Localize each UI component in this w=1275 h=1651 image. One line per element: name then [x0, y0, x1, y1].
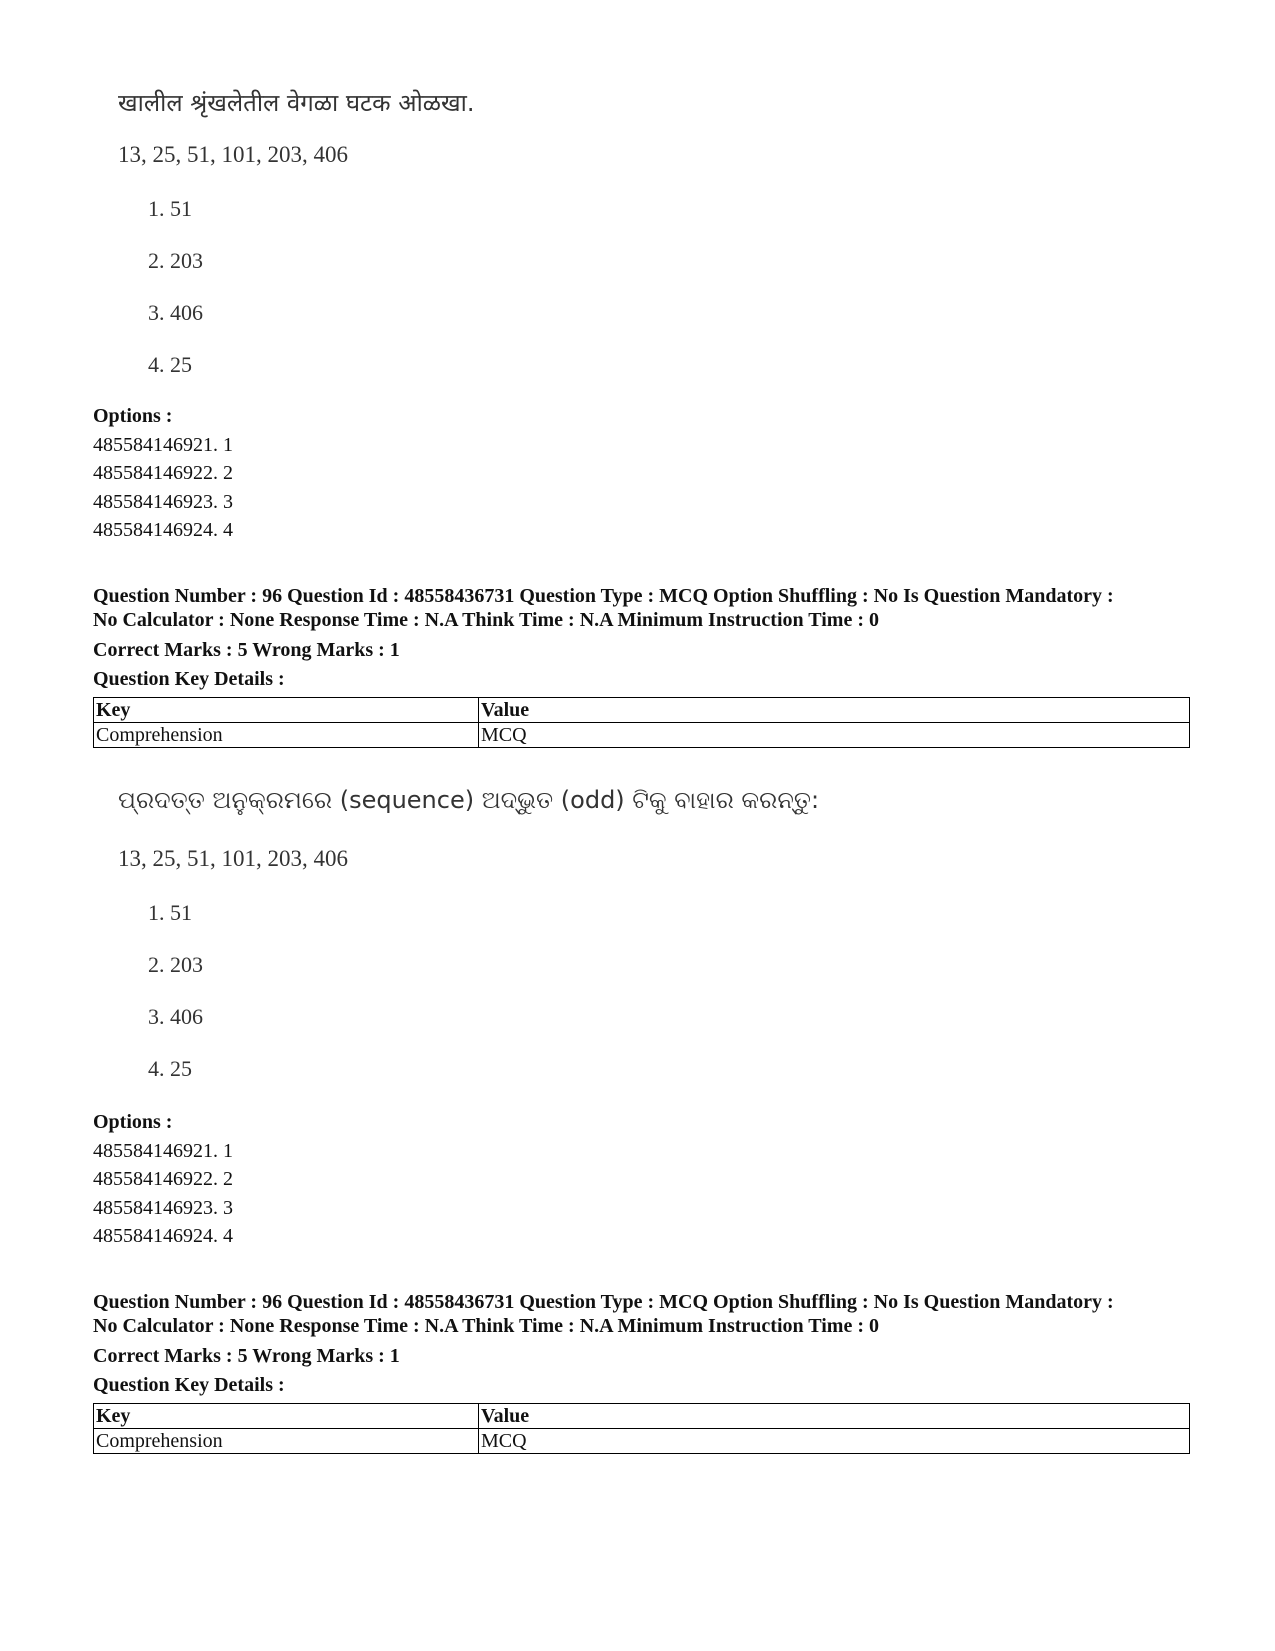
question-meta [93, 585, 1193, 632]
question-meta-line-2: No Calculator : None Response Time : N.A Think Time : N.A Minimum Instruction Time : 0 [93, 608, 879, 631]
choice-1: 1. 51 [148, 900, 192, 925]
option-row: 485584146924. 4 [93, 519, 233, 541]
choice-2: 2. 203 [148, 952, 203, 977]
option-row: 485584146921. 1 [93, 433, 233, 456]
table-header-key: Key [94, 698, 479, 723]
option-row: 485584146923. 3 [93, 490, 233, 513]
key-details-table [93, 1403, 1190, 1454]
marks-line: Correct Marks : 5 Wrong Marks : 1 [93, 639, 400, 661]
question-meta-line-2: No Calculator : None Response Time : N.A Think Time : N.A Minimum Instruction Time : 0 [93, 1314, 879, 1337]
options-list [93, 402, 233, 545]
table-cell-value: MCQ [479, 1429, 1190, 1454]
table-header-row [94, 698, 1190, 723]
key-details-label: Question Key Details : [93, 668, 285, 690]
options-list [93, 1108, 233, 1251]
key-details-table [93, 697, 1190, 748]
table-row [94, 1429, 1190, 1454]
question-image-marathi [118, 86, 475, 377]
table-cell-key: Comprehension [94, 1429, 479, 1454]
choice-2: 2. 203 [148, 248, 203, 273]
question-image-odia [118, 786, 820, 1081]
number-series: 13, 25, 51, 101, 203, 406 [118, 846, 348, 871]
option-row: 485584146921. 1 [93, 1139, 233, 1162]
table-row [94, 723, 1190, 748]
table-header-value: Value [479, 1404, 1190, 1429]
number-series: 13, 25, 51, 101, 203, 406 [118, 142, 348, 167]
choice-3: 3. 406 [148, 300, 203, 325]
option-row: 485584146923. 3 [93, 1196, 233, 1219]
choice-4: 4. 25 [148, 1056, 192, 1081]
option-row: 485584146922. 2 [93, 462, 233, 484]
marks-line: Correct Marks : 5 Wrong Marks : 1 [93, 1345, 400, 1367]
question-meta-line-1: Question Number : 96 Question Id : 48558436731 Question Type : MCQ Option Shuffling : No Is Question Mandatory : [93, 1291, 1114, 1313]
table-cell-key: Comprehension [94, 723, 479, 748]
table-cell-value: MCQ [479, 723, 1190, 748]
key-details-label: Question Key Details : [93, 1374, 285, 1396]
option-row: 485584146922. 2 [93, 1168, 233, 1190]
question-prompt: खालील श्रृंखलेतील वेगळा घटक ओळखा. [118, 89, 475, 117]
question-meta-line-1: Question Number : 96 Question Id : 48558436731 Question Type : MCQ Option Shuffling : No Is Question Mandatory : [93, 585, 1114, 607]
option-row: 485584146924. 4 [93, 1225, 233, 1247]
question-prompt: ପ୍ରଦତ୍ତ ଅନୁକ୍ରମରେ (sequence) ଅଦ୍ଭୁତ (odd) ଟିକୁ ବାହାର କରନ୍ତୁ: [118, 786, 820, 814]
table-header-key: Key [94, 1404, 479, 1429]
choice-3: 3. 406 [148, 1004, 203, 1029]
options-label: Options : [93, 405, 173, 427]
choice-1: 1. 51 [148, 196, 192, 221]
choice-4: 4. 25 [148, 352, 192, 377]
options-label: Options : [93, 1111, 173, 1133]
table-header-value: Value [479, 698, 1190, 723]
table-header-row [94, 1404, 1190, 1429]
question-meta [93, 1291, 1193, 1338]
